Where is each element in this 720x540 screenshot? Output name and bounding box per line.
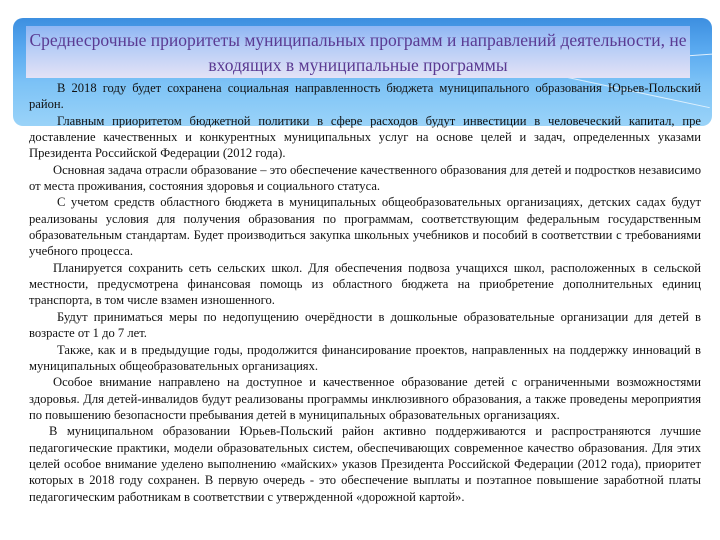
slide-title: Среднесрочные приоритеты муниципальных программ и направлений деятельности, не входящих в муниципальные программы — [26, 26, 690, 78]
paragraph: Основная задача отрасли образование – это обеспечение качественного образования для детей и подростков независимо от места проживания, состояния здоровья и социального статуса. — [29, 162, 701, 194]
paragraph: Также, как и в предыдущие годы, продолжится финансирование проектов, направленных на поддержку инноваций в муниципальных общеобразовательных организациях. — [29, 342, 701, 373]
paragraph: Будут приниматься меры по недопущению очерёдности в дошкольные образовательные организации для детей в возрасте от 1 до 7 лет. — [29, 309, 701, 341]
paragraph: С учетом средств областного бюджета в муниципальных общеобразовательных организациях, детских садах будут реализованы условия для получения образования по программам, соответствующим федеральным государственным образовательным стандартам. Будет производиться закупка школьных учебников и пособий в соответствии с требованиями учебного процесса. — [29, 195, 701, 259]
paragraph: Планируется сохранить сеть сельских школ. Для обеспечения подвоза учащихся школ, расположенных в сельской местности, предусмотрена финансовая помощь из областного бюджета на приобретение дополнительных единиц транспорта, в том числе взамен изношенного. — [29, 260, 701, 308]
paragraph: В муниципальном образовании Юрьев-Польский район активно поддерживаются и распространяются лучшие педагогические практики, модели образовательных систем, обеспечивающих современное качество образования. Для этих целей особое внимание уделено выполнению «майских» указов Президента Российской Федерации (2012 года), приоритет которых в 2018 году сохранен. В первую очередь - это обеспечение выплаты и поэтапное повышение заработной платы педагогическим работникам в соответствии с утвержденной «дорожной картой». — [29, 424, 701, 504]
slide-body — [29, 80, 701, 505]
paragraph: Особое внимание направлено на доступное и качественное образование детей с ограниченными возможностями здоровья. Для детей-инвалидов будут реализованы программы инклюзивного образования, а также проведены мероприятия по повышению безопасности пребывания детей в муниципальных образовательных организациях. — [29, 375, 701, 422]
paragraph: Главным приоритетом бюджетной политики в сфере расходов будут инвестиции в человеческий капитал, пре доставление качественных и конкурентных муниципальных услуг на основе целей и задач, определенных указами Президента Российской Федерации (2012 года). — [29, 113, 701, 161]
paragraph: В 2018 году будет сохранена социальная направленность бюджета муниципального образования Юрьев-Польский район. — [29, 81, 701, 112]
